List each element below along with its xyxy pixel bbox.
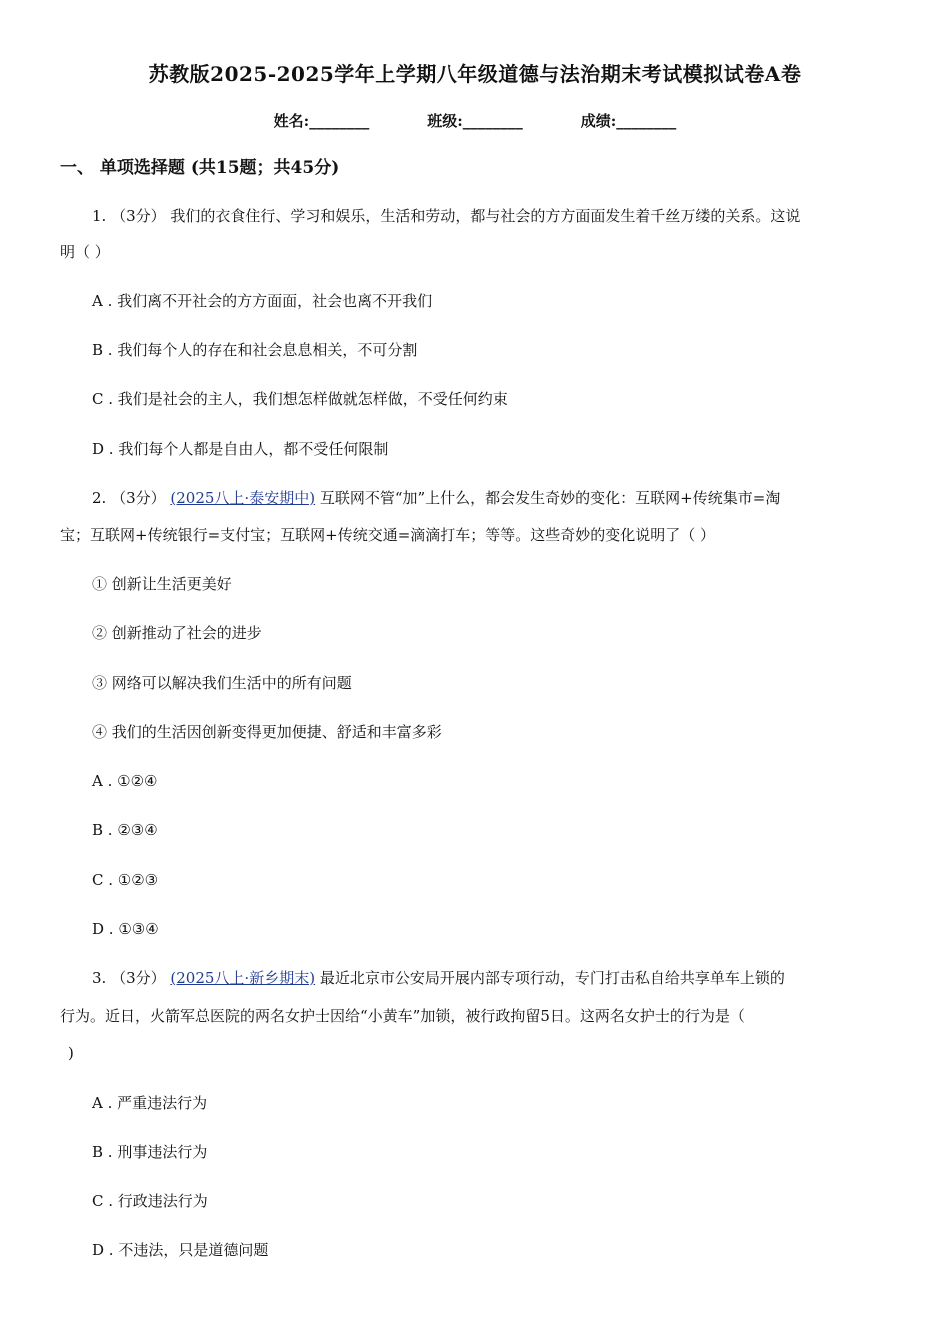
question-1-option-a[interactable]: A . 我们离不开社会的方方面面，社会也离不开我们 bbox=[92, 292, 433, 310]
question-3-option-a[interactable]: A . 严重违法行为 bbox=[92, 1094, 208, 1112]
question-2-statement-4: ④ 我们的生活因创新变得更加便捷、舒适和丰富多彩 bbox=[92, 723, 442, 741]
question-2-statement-1: ① 创新让生活更美好 bbox=[92, 575, 232, 593]
name-field: 姓名:________ bbox=[273, 112, 370, 130]
section-heading: 一、 单项选择题 (共15题；共45分) bbox=[60, 158, 340, 178]
question-3-line-1 bbox=[92, 968, 785, 988]
question-1-option-c[interactable]: C . 我们是社会的主人，我们想怎样做就怎样做，不受任何约束 bbox=[92, 390, 508, 408]
question-2-option-c[interactable]: C . ①②③ bbox=[92, 871, 159, 889]
question-2-prefix: 2. （3分） bbox=[92, 489, 166, 507]
question-1-line-2: 明（ ） bbox=[60, 243, 110, 261]
question-2-statement-3: ③ 网络可以解决我们生活中的所有问题 bbox=[92, 674, 352, 692]
question-2-text: 互联网不管“加”上什么，都会发生奇妙的变化：互联网+传统集市=淘 bbox=[319, 489, 781, 507]
question-1-option-d[interactable]: D . 我们每个人都是自由人，都不受任何限制 bbox=[92, 440, 389, 458]
question-3-line-2: 行为。近日，火箭军总医院的两名女护士因给“小黄车”加锁，被行政拘留5日。这两名女护士的行为是（ bbox=[60, 1007, 745, 1025]
question-1-option-b[interactable]: B . 我们每个人的存在和社会息息相关，不可分割 bbox=[92, 341, 418, 359]
question-3-option-d[interactable]: D . 不违法，只是道德问题 bbox=[92, 1241, 269, 1259]
question-2-line-1 bbox=[92, 488, 780, 508]
question-2-statement-2: ② 创新推动了社会的进步 bbox=[92, 624, 262, 642]
score-field: 成绩:________ bbox=[580, 112, 677, 130]
question-3-text: 最近北京市公安局开展内部专项行动，专门打击私自给共享单车上锁的 bbox=[319, 969, 785, 987]
question-2-source-link[interactable]: (2025八上·泰安期中) bbox=[170, 489, 316, 507]
student-info-row bbox=[0, 110, 950, 131]
page-title: 苏教版2025-2025学年上学期八年级道德与法治期末考试模拟试卷A卷 bbox=[148, 62, 802, 86]
question-3-line-3: ) bbox=[68, 1044, 74, 1062]
question-3-option-b[interactable]: B . 刑事违法行为 bbox=[92, 1143, 208, 1161]
question-3-prefix: 3. （3分） bbox=[92, 969, 166, 987]
question-2-option-d[interactable]: D . ①③④ bbox=[92, 920, 159, 938]
question-2-line-2: 宝；互联网+传统银行=支付宝；互联网+传统交通=滴滴打车；等等。这些奇妙的变化说明了（ ） bbox=[60, 526, 716, 544]
class-field: 班级:________ bbox=[427, 112, 523, 130]
question-2-option-a[interactable]: A . ①②④ bbox=[92, 772, 158, 790]
question-2-option-b[interactable]: B . ②③④ bbox=[92, 821, 158, 839]
question-1-line-1: 1. （3分） 我们的衣食住行、学习和娱乐，生活和劳动，都与社会的方方面面发生着千丝万缕的关系。这说 bbox=[92, 207, 801, 225]
question-3-source-link[interactable]: (2025八上·新乡期末) bbox=[170, 969, 316, 987]
question-3-option-c[interactable]: C . 行政违法行为 bbox=[92, 1192, 208, 1210]
